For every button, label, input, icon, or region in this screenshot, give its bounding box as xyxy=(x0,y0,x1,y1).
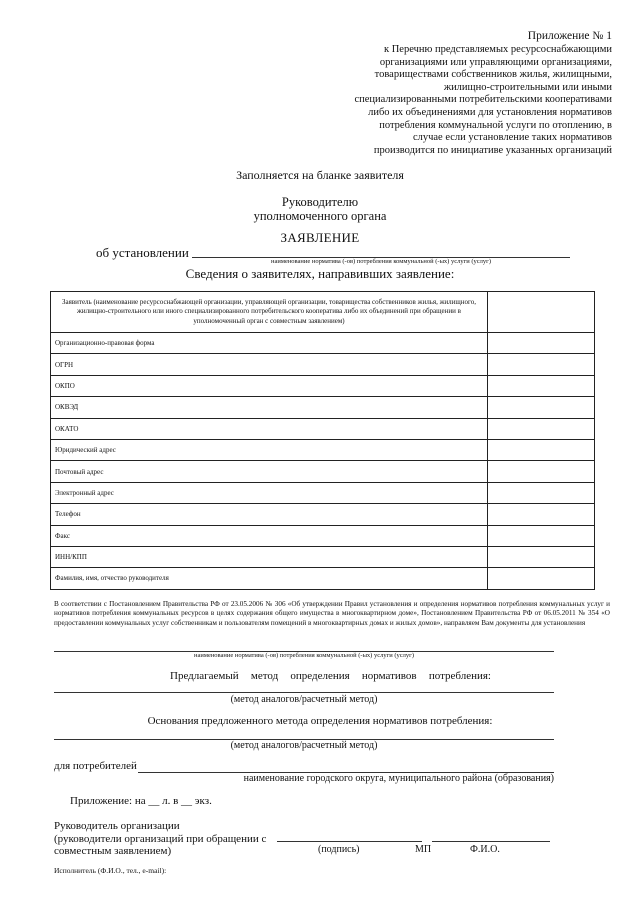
grounds-hint: (метод аналогов/расчетный метод) xyxy=(230,740,378,751)
table-row-label: Организационно-правовая форма xyxy=(51,333,488,354)
table-row xyxy=(51,333,595,354)
table-row xyxy=(51,375,595,396)
table-row xyxy=(51,461,595,482)
proposed-method-field-line[interactable] xyxy=(54,692,554,693)
appendix-line: товариществами собственников жилья, жилищными, xyxy=(374,69,612,81)
addressee-line: уполномоченного органа xyxy=(253,209,387,223)
table-value-cell[interactable] xyxy=(488,504,595,525)
table-row-label: ОКВЭД xyxy=(51,397,488,418)
table-value-cell[interactable] xyxy=(488,525,595,546)
appendix-line: жилищно-строительными или иными xyxy=(443,81,612,93)
table-row xyxy=(51,354,595,375)
table-header-row xyxy=(51,292,595,333)
establish-hint: наименование норматива (-ов) потребления коммунальной (-ых) услуги (услуг) xyxy=(270,258,491,265)
info-heading: Сведения о заявителях, направивших заявление: xyxy=(185,266,455,281)
attachment-line: Приложение: на __ л. в __ экз. xyxy=(70,795,212,807)
seal-label: МП xyxy=(415,844,432,855)
appendix-line: случае если установление таких нормативов xyxy=(412,132,612,144)
fill-note: Заполняется на бланке заявителя xyxy=(236,168,404,182)
manager-line: совместным заявлением) xyxy=(54,845,172,857)
table-row xyxy=(51,525,595,546)
legal-text: В соответствии с Постановлением Правительства РФ от 23.05.2006 № 306 «Об утверждении Правил установления и определения нормативов потребления коммунальных услуг и нормативов потребления коммунальных ресурсов в целях содержания общего имущества в многоквартирном доме», Постановлением Правительства РФ от 06.05.2011 № 354 «О предоставлении коммунальных услуг собственникам и пользователям помещений в многоквартирных домах и жилых домов», направляем Вам документы для установления xyxy=(54,600,610,627)
table-row-label: Фамилия, имя, отчество руководителя xyxy=(51,568,488,589)
table-row-label: ОКАТО xyxy=(51,418,488,439)
table-header-label: Заявитель (наименование ресурсоснабжающей организации, управляющей организации, товарищества собственников жилья, жилищного, жилищно-строительного или иного специализированного потребительского кооператива либо их объединений при обращении в уполномоченный орган с совместным заявлением) xyxy=(51,292,488,333)
consumers-hint: наименование городского округа, муниципального района (образования) xyxy=(243,773,554,784)
name-label: Ф.И.О. xyxy=(470,844,500,855)
appendix-line: потребления коммунальной услуги по отоплению, в xyxy=(379,119,612,131)
addressee xyxy=(0,195,640,223)
table-value-cell[interactable] xyxy=(488,568,595,589)
appendix-line: к Перечню представляемых ресурсоснабжающими xyxy=(384,44,612,55)
table-row-label: ОКПО xyxy=(51,375,488,396)
name-field-line[interactable] xyxy=(432,841,550,842)
table-value-cell[interactable] xyxy=(488,375,595,396)
appendix-body xyxy=(312,44,612,157)
table-value-cell[interactable] xyxy=(488,461,595,482)
table-row-label: Телефон xyxy=(51,504,488,525)
table-row-label: Почтовый адрес xyxy=(51,461,488,482)
appendix-line: организациями или управляющими организациями, xyxy=(379,56,612,68)
proposed-method-label: Предлагаемый метод определения нормативов потребления: xyxy=(170,670,491,682)
appendix-line: специализированными потребительскими кооперативами xyxy=(354,94,612,106)
proposed-method-hint: (метод аналогов/расчетный метод) xyxy=(230,694,378,705)
statement-title: ЗАЯВЛЕНИЕ xyxy=(280,230,360,245)
table-row xyxy=(51,568,595,589)
table-row xyxy=(51,418,595,439)
applicants-table xyxy=(50,291,595,590)
performer-line: Исполнитель (Ф.И.О., тел., e-mail): xyxy=(54,866,167,875)
manager-block xyxy=(54,820,266,858)
table-row-label: Электронный адрес xyxy=(51,482,488,503)
grounds-label: Основания предложенного метода определения нормативов потребления: xyxy=(147,715,493,727)
table-value-cell[interactable] xyxy=(488,333,595,354)
table-row xyxy=(51,397,595,418)
table-value-cell[interactable] xyxy=(488,397,595,418)
establish-label: об установлении xyxy=(96,245,189,260)
signature-field-line[interactable] xyxy=(277,841,422,842)
appendix-title: Приложение № 1 xyxy=(527,30,612,42)
table-row-label: ОГРН xyxy=(51,354,488,375)
addressee-line: Руководителю xyxy=(281,195,359,209)
table-row-label: Факс xyxy=(51,525,488,546)
table-row xyxy=(51,439,595,460)
table-row-label: ИНН/КПП xyxy=(51,546,488,567)
table-value-cell[interactable] xyxy=(488,439,595,460)
appendix-line: производится по инициативе указанных организаций xyxy=(373,144,612,156)
table-value-cell[interactable] xyxy=(488,292,595,333)
table-row-label: Юридический адрес xyxy=(51,439,488,460)
manager-line: Руководитель организации xyxy=(54,820,180,832)
table-row xyxy=(51,504,595,525)
table-value-cell[interactable] xyxy=(488,482,595,503)
table-value-cell[interactable] xyxy=(488,418,595,439)
consumers-label: для потребителей xyxy=(54,760,137,772)
table-value-cell[interactable] xyxy=(488,546,595,567)
appendix-line: либо их объединениями для установления нормативов xyxy=(368,106,612,118)
normative-hint: наименование норматива (-ов) потребления коммунальной (-ых) услуги (услуг) xyxy=(193,652,414,659)
table-row xyxy=(51,546,595,567)
manager-line: (руководители организаций при обращении с xyxy=(54,832,267,845)
signature-label: (подпись) xyxy=(318,844,360,855)
table-row xyxy=(51,482,595,503)
table-value-cell[interactable] xyxy=(488,354,595,375)
